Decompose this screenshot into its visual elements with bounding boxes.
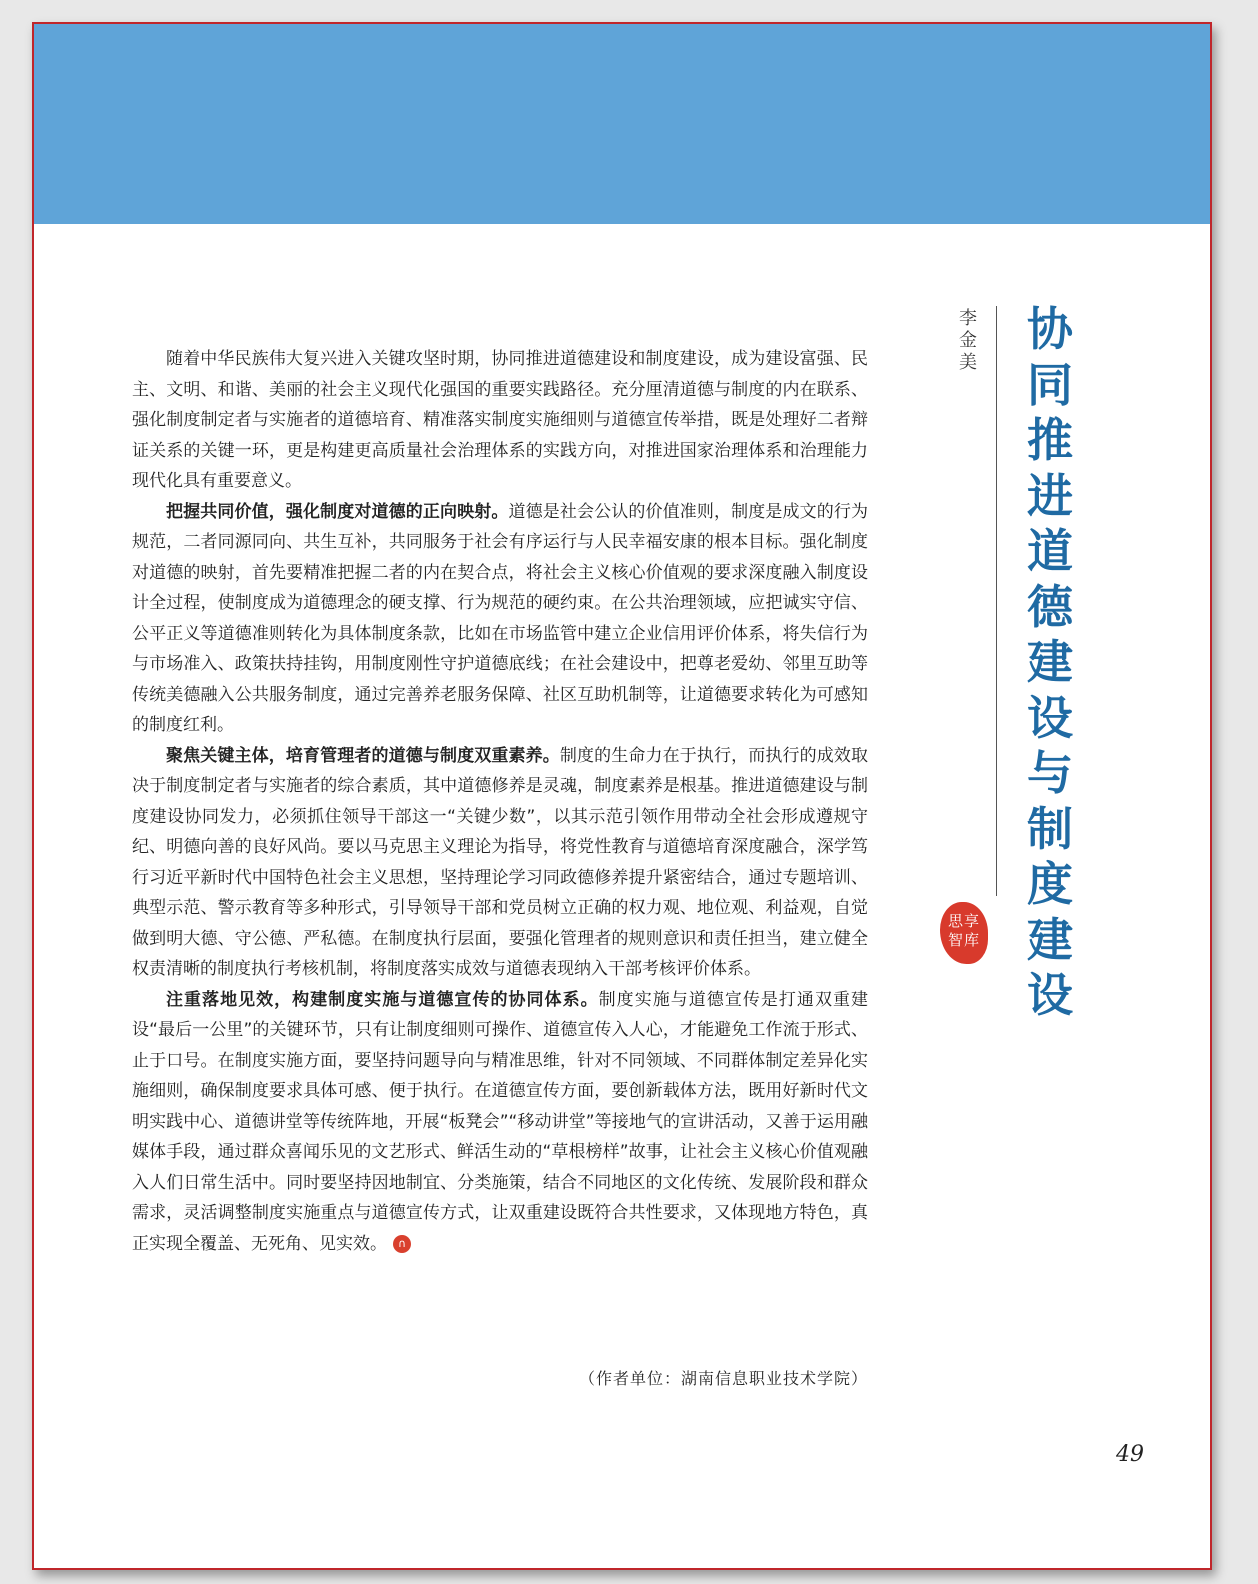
seal-stamp-icon	[940, 902, 988, 964]
paragraph-intro: 随着中华民族伟大复兴进入关键攻坚时期，协同推进道德建设和制度建设，成为建设富强、民主、文明、和谐、美丽的社会主义现代化强国的重要实践路径。充分厘清道德与制度的内在联系、强化制度制定者与实施者的道德培育、精准落实制度实施细则与道德宣传举措，既是处理好二者辩证关系的关键一环，更是构建更高质量社会治理体系的实践方向，对推进国家治理体系和治理能力现代化具有重要意义。	[132, 349, 868, 491]
paragraph-section-2	[132, 741, 868, 985]
page-number: 49	[1116, 1442, 1144, 1467]
author-name: 李金美	[959, 308, 977, 373]
author-affiliation: （作者单位：湖南信息职业技术学院）	[578, 1369, 868, 1388]
seal-line-1: 思享	[947, 912, 980, 930]
article-title: 协同推进道德建设与制度建设	[1027, 302, 1073, 1022]
magazine-page	[32, 22, 1212, 1570]
section-2-heading: 聚焦关键主体，培育管理者的道德与制度双重素养。	[166, 745, 560, 766]
section-2-text: 制度的生命力在于执行，而执行的成效取决于制度制定者与实施者的综合素质，其中道德修养是灵魂，制度素养是根基。推进道德建设与制度建设协同发力，必须抓住领导干部这一“关键少数”，以其示范引领作用带动全社会形成遵规守纪、明德向善的良好风尚。要以马克思主义理论为指导，将党性教育与道德培育深度融合，深学笃行习近平新时代中国特色社会主义思想，坚持理论学习同政德修养提升紧密结合，通过专题培训、典型示范、警示教育等多种形式，引导领导干部和党员树立正确的权力观、地位观、利益观，自觉做到明大德、守公德、严私德。在制度执行层面，要强化管理者的规则意识和责任担当，建立健全权责清晰的制度执行考核机制，将制度落实成效与道德表现纳入干部考核评价体系。	[132, 745, 868, 979]
paragraph-section-3	[132, 985, 868, 1260]
title-divider	[996, 306, 997, 896]
article-body	[132, 344, 868, 1259]
section-3-text: 制度实施与道德宣传是打通双重建设“最后一公里”的关键环节，只有让制度细则可操作、道德宣传入人心，才能避免工作流于形式、止于口号。在制度实施方面，要坚持问题导向与精准思维，针对不同领域、不同群体制定差异化实施细则，确保制度要求具体可感、便于执行。在道德宣传方面，要创新载体方法，既用好新时代文明实践中心、道德讲堂等传统阵地，开展“板凳会”“移动讲堂”等接地气的宣讲活动，又善于运用融媒体手段，通过群众喜闻乐见的文艺形式、鲜活生动的“草根榜样”故事，让社会主义核心价值观融入人们日常生活中。同时要坚持因地制宜、分类施策，结合不同地区的文化传统、发展阶段和群众需求，灵活调整制度实施重点与道德宣传方式，让双重建设既符合共性要求，又体现地方特色，真正实现全覆盖、无死角、见实效。	[132, 989, 869, 1254]
section-1-text: 道德是社会公认的价值准则，制度是成文的行为规范，二者同源同向、共生互补，共同服务于社会有序运行与人民幸福安康的根本目标。强化制度对道德的映射，首先要精准把握二者的内在契合点，将社会主义核心价值观的要求深度融入制度设计全过程，使制度成为道德理念的硬支撑、行为规范的硬约束。在公共治理领域，应把诚实守信、公平正义等道德准则转化为具体制度条款，比如在市场监管中建立企业信用评价体系，将失信行为与市场准入、政策扶持挂钩，用制度刚性守护道德底线；在社会建设中，把尊老爱幼、邻里互助等传统美德融入公共服务制度，通过完善养老服务保障、社区互助机制等，让道德要求转化为可感知的制度红利。	[132, 501, 868, 735]
end-mark-icon: ∩	[393, 1235, 411, 1253]
seal-line-2: 智库	[947, 931, 980, 949]
section-3-heading: 注重落地见效，构建制度实施与道德宣传的协同体系。	[166, 989, 599, 1010]
header-banner	[34, 24, 1210, 224]
paragraph-section-1	[132, 497, 868, 741]
section-1-heading: 把握共同价值，强化制度对道德的正向映射。	[166, 501, 509, 522]
